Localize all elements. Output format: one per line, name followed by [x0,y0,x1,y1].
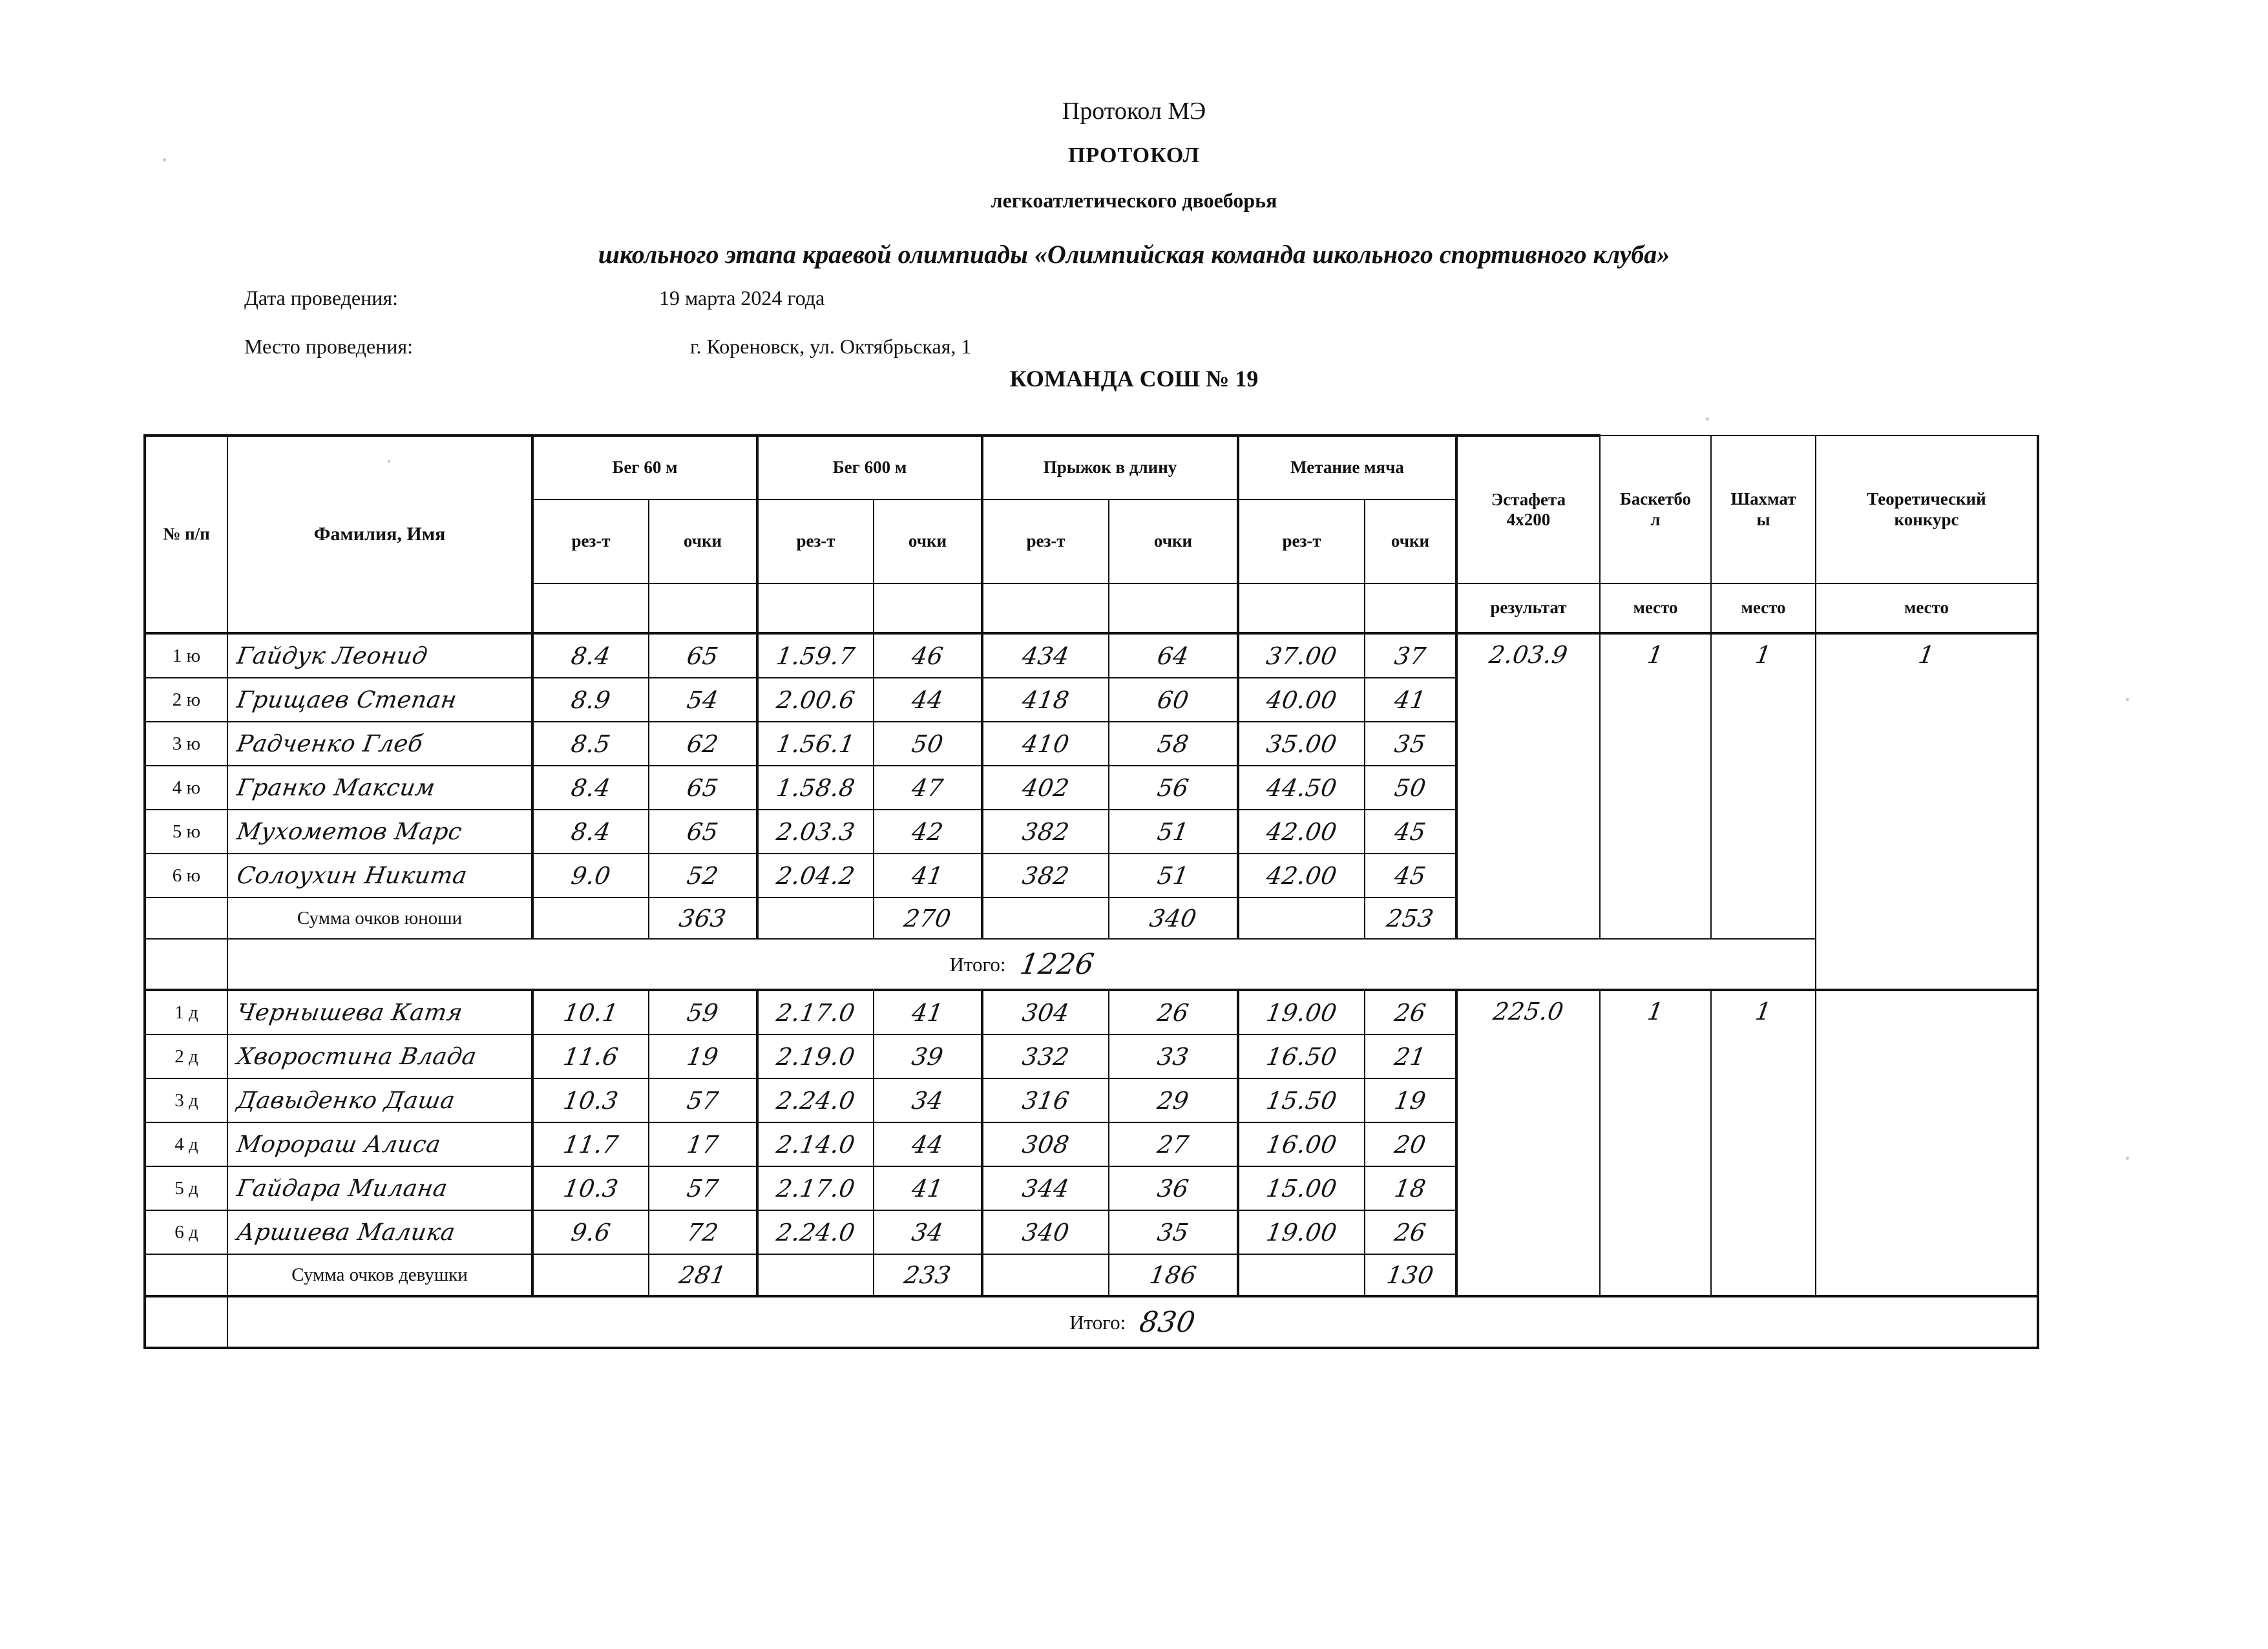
sum-blank-1 [532,898,649,939]
ballthrow-points: 41 [1392,686,1428,714]
protocol-me-title: Протокол МЭ [1062,98,1206,125]
th-theory-place: место [1816,583,2038,633]
athlete-name: Грищаев Степан [235,686,459,713]
cell-spacer-4 [874,583,982,633]
table-row [145,990,2038,1035]
run60-points: 65 [685,642,720,670]
run60-result: 10.3 [561,1086,621,1115]
run60-points: 54 [685,686,720,714]
athlete-name: Гайдук Леонид [235,642,430,669]
run600-points: 39 [910,1042,945,1071]
sum-blank-4 [1238,1254,1365,1296]
table-row [145,633,2038,678]
longjump-points: 36 [1155,1174,1191,1203]
th-name-label: Фамилия, Имя [313,523,446,545]
row-index: 4 ю [172,777,201,798]
th-basketball-line2: л [1650,509,1661,529]
ballthrow-result: 16.00 [1264,1130,1339,1159]
th-chess-place: место [1711,583,1816,633]
run60-points: 62 [685,730,720,758]
ballthrow-points: 45 [1392,817,1428,846]
run60-points: 52 [685,861,720,890]
athlete-name: Аршиева Малика [235,1219,457,1246]
ballthrow-points: 18 [1392,1174,1428,1203]
longjump-result: 434 [1020,642,1071,670]
longjump-points: 51 [1155,817,1191,846]
scan-speck [163,158,166,162]
ballthrow-result: 42.00 [1264,817,1339,846]
team-title: КОМАНДА СОШ № 19 [1009,366,1259,392]
longjump-result: 402 [1020,773,1071,802]
run60-points: 59 [685,998,720,1027]
run60-result: 8.4 [569,773,613,802]
longjump-result: 304 [1020,998,1071,1027]
th-run600: Бег 600 м [757,436,982,499]
sum-blank-2 [757,1254,874,1296]
run60-points: 72 [685,1218,720,1246]
row-index: 6 д [174,1221,198,1243]
protocol-table-wrap [143,434,2037,1349]
scan-speck [388,460,390,463]
cell-spacer-5 [982,583,1109,633]
sum-blank-4 [1238,898,1365,939]
athlete-name: Радченко Глеб [235,730,425,757]
sum-blank-3 [982,1254,1109,1296]
ballthrow-points: 21 [1392,1042,1428,1071]
total-row-spacer [145,1296,227,1348]
run60-result: 9.6 [569,1218,613,1246]
run600-result: 2.17.0 [774,1174,857,1203]
longjump-points: 60 [1155,686,1191,714]
scan-speck [2126,698,2129,701]
cell-spacer-8 [1365,583,1456,633]
row-index: 6 ю [172,865,201,886]
th-basketball [1600,436,1711,583]
longjump-result: 340 [1020,1218,1071,1246]
longjump-result: 382 [1020,861,1071,890]
athlete-name: Гайдара Милана [235,1175,450,1202]
run600-result: 1.59.7 [774,642,857,670]
ballthrow-result: 40.00 [1264,686,1339,714]
relay-result-girls: 225.0 [1491,998,1566,1025]
run600-result: 2.04.2 [774,861,857,890]
sum-blank-1 [532,1254,649,1296]
longjump-points: 56 [1155,773,1191,802]
place-label: Место проведения: [244,335,413,358]
th-ballthrow-result: рез-т [1238,499,1365,583]
girls-sum-run600-points: 233 [902,1261,953,1289]
run60-result: 8.5 [569,730,613,758]
th-name [227,436,532,633]
boys-total-row [145,939,2038,990]
run600-points: 42 [910,817,945,846]
chess-place-boys: 1 [1753,641,1774,669]
run600-result: 2.03.3 [774,817,857,846]
longjump-result: 418 [1020,686,1071,714]
row-index: 3 ю [172,733,201,754]
th-longjump-points: очки [1109,499,1238,583]
run600-result: 1.58.8 [774,773,857,802]
run60-result: 9.0 [569,861,613,890]
run60-result: 8.4 [569,817,613,846]
athlete-name: Солоухин Никита [235,862,469,889]
run600-points: 41 [910,1174,945,1203]
th-chess-line2: ы [1756,509,1770,529]
row-index: 5 ю [172,821,201,842]
girls-total-label: Итого: [1069,1310,1126,1334]
chess-place-girls: 1 [1753,998,1774,1025]
total-row-spacer [145,939,227,990]
ballthrow-result: 15.00 [1264,1174,1339,1203]
row-index: 1 д [174,1002,198,1023]
run600-result: 2.19.0 [774,1042,857,1071]
th-ballthrow: Метание мяча [1238,436,1456,499]
athlete-name: Хворостина Влада [235,1043,479,1070]
th-theory [1816,436,2038,583]
boys-sum-run600-points: 270 [902,904,953,932]
run600-points: 34 [910,1086,945,1115]
ballthrow-result: 37.00 [1264,642,1339,670]
longjump-points: 35 [1155,1218,1191,1246]
relay-result-boys: 2.03.9 [1487,641,1570,669]
longjump-result: 344 [1020,1174,1071,1203]
girls-total-cell [227,1296,2038,1348]
boys-total-value: 1226 [1017,947,1097,981]
cell-spacer-7 [1238,583,1365,633]
run60-result: 11.7 [561,1130,621,1159]
th-chess [1711,436,1816,583]
athlete-name: Гранко Максим [235,774,437,801]
theory-place-boys: 1 [1916,641,1937,669]
girls-sum-run60-points: 281 [677,1261,728,1289]
girls-sum-ballthrow-points: 130 [1385,1261,1436,1289]
athlete-name: Морораш Алиса [235,1131,443,1158]
cell-spacer-1 [532,583,649,633]
ballthrow-points: 45 [1392,861,1428,890]
th-relay [1456,436,1600,583]
run600-result: 2.00.6 [774,686,857,714]
ballthrow-result: 19.00 [1264,998,1339,1027]
run600-points: 41 [910,861,945,890]
th-relay-result: результат [1456,583,1600,633]
row-index: 5 д [174,1177,198,1199]
boys-sum-ballthrow-points: 253 [1385,904,1436,932]
basketball-place-girls: 1 [1645,998,1666,1025]
ballthrow-points: 35 [1392,730,1428,758]
boys-sum-run60-points: 363 [677,904,728,932]
ballthrow-points: 26 [1392,1218,1428,1246]
run600-points: 46 [910,642,945,670]
ballthrow-result: 35.00 [1264,730,1339,758]
longjump-points: 64 [1155,642,1191,670]
th-longjump-result: рез-т [982,499,1109,583]
th-run600-result: рез-т [757,499,874,583]
ballthrow-result: 16.50 [1264,1042,1339,1071]
longjump-result: 308 [1020,1130,1071,1159]
ballthrow-points: 19 [1392,1086,1428,1115]
th-basketball-line1: Баскетбо [1619,489,1692,509]
place-value: г. Кореновск, ул. Октябрьская, 1 [690,335,972,358]
th-run60: Бег 60 м [532,436,757,499]
protocol-subtitle: легкоатлетического двоеборья [991,189,1277,212]
boys-total-label: Итого: [949,952,1006,976]
run600-result: 2.17.0 [774,998,857,1027]
th-theory-line2: конкурс [1894,509,1959,529]
run60-points: 19 [685,1042,720,1071]
run600-points: 44 [910,1130,945,1159]
protocol-table [143,434,2039,1349]
girls-total-row [145,1296,2038,1348]
cell-spacer-2 [649,583,757,633]
sum-row-spacer [145,898,227,939]
ballthrow-result: 44.50 [1264,773,1339,802]
run600-result: 2.24.0 [774,1218,857,1246]
longjump-points: 51 [1155,861,1191,890]
sum-blank-3 [982,898,1109,939]
th-num: № п/п [145,436,227,633]
scan-speck [2126,1157,2129,1160]
run60-result: 10.1 [561,998,621,1027]
row-index: 2 д [174,1045,198,1067]
row-index: 1 ю [172,645,201,666]
run600-points: 34 [910,1218,945,1246]
date-label: Дата проведения: [244,286,398,310]
run600-points: 47 [910,773,945,802]
longjump-points: 26 [1155,998,1191,1027]
th-theory-line1: Теоретический [1867,489,1986,509]
longjump-points: 58 [1155,730,1191,758]
girls-sum-longjump-points: 186 [1148,1261,1199,1289]
basketball-place-boys: 1 [1645,641,1666,669]
run60-result: 10.3 [561,1174,621,1203]
th-ballthrow-points: очки [1365,499,1456,583]
girls-sum-label: Сумма очков девушки [227,1254,532,1296]
row-index: 2 ю [172,689,201,710]
run60-result: 8.4 [569,642,613,670]
longjump-points: 27 [1155,1130,1191,1159]
run60-result: 8.9 [569,686,613,714]
th-relay-line2: 4х200 [1506,510,1551,529]
longjump-result: 316 [1020,1086,1071,1115]
th-basketball-place: место [1600,583,1711,633]
run600-result: 1.56.1 [774,730,857,758]
protocol-title: ПРОТОКОЛ [1067,143,1201,167]
athlete-name: Чернышева Катя [235,999,465,1026]
scan-speck [1706,417,1709,421]
boys-total-cell [227,939,1816,990]
longjump-points: 33 [1155,1042,1191,1071]
longjump-result: 332 [1020,1042,1071,1071]
olympiad-title: школьного этапа краевой олимпиады «Олимпийская команда школьного спортивного клуба» [598,240,1670,269]
row-index: 3 д [174,1089,198,1111]
ballthrow-points: 26 [1392,998,1428,1027]
run600-points: 44 [910,686,945,714]
table-header-row-events [145,436,2038,499]
ballthrow-points: 20 [1392,1130,1428,1159]
th-longjump: Прыжок в длину [982,436,1238,499]
sum-blank-2 [757,898,874,939]
th-run60-points: очки [649,499,757,583]
th-relay-line1: Эстафета [1491,489,1566,509]
ballthrow-result: 15.50 [1264,1086,1339,1115]
run600-points: 41 [910,998,945,1027]
run600-points: 50 [910,730,945,758]
date-value: 19 марта 2024 года [659,286,825,310]
ballthrow-result: 19.00 [1264,1218,1339,1246]
cell-spacer-6 [1109,583,1238,633]
ballthrow-points: 50 [1392,773,1428,802]
athlete-name: Мухометов Марс [235,818,464,845]
run60-points: 65 [685,817,720,846]
boys-sum-longjump-points: 340 [1148,904,1199,932]
ballthrow-result: 42.00 [1264,861,1339,890]
boys-sum-label: Сумма очков юноши [227,898,532,939]
girls-total-value: 830 [1137,1305,1198,1339]
run60-result: 11.6 [561,1042,621,1071]
run60-points: 65 [685,773,720,802]
run600-result: 2.24.0 [774,1086,857,1115]
athlete-name: Давыденко Даша [235,1087,457,1114]
th-chess-line1: Шахмат [1730,489,1796,509]
longjump-points: 29 [1155,1086,1191,1115]
th-run60-result: рез-т [532,499,649,583]
longjump-result: 382 [1020,817,1071,846]
run60-points: 17 [685,1130,720,1159]
run600-result: 2.14.0 [774,1130,857,1159]
ballthrow-points: 37 [1392,642,1428,670]
cell-spacer-3 [757,583,874,633]
sum-row-spacer [145,1254,227,1296]
run60-points: 57 [685,1174,720,1203]
longjump-result: 410 [1020,730,1071,758]
th-run600-points: очки [874,499,982,583]
row-index: 4 д [174,1133,198,1155]
run60-points: 57 [685,1086,720,1115]
